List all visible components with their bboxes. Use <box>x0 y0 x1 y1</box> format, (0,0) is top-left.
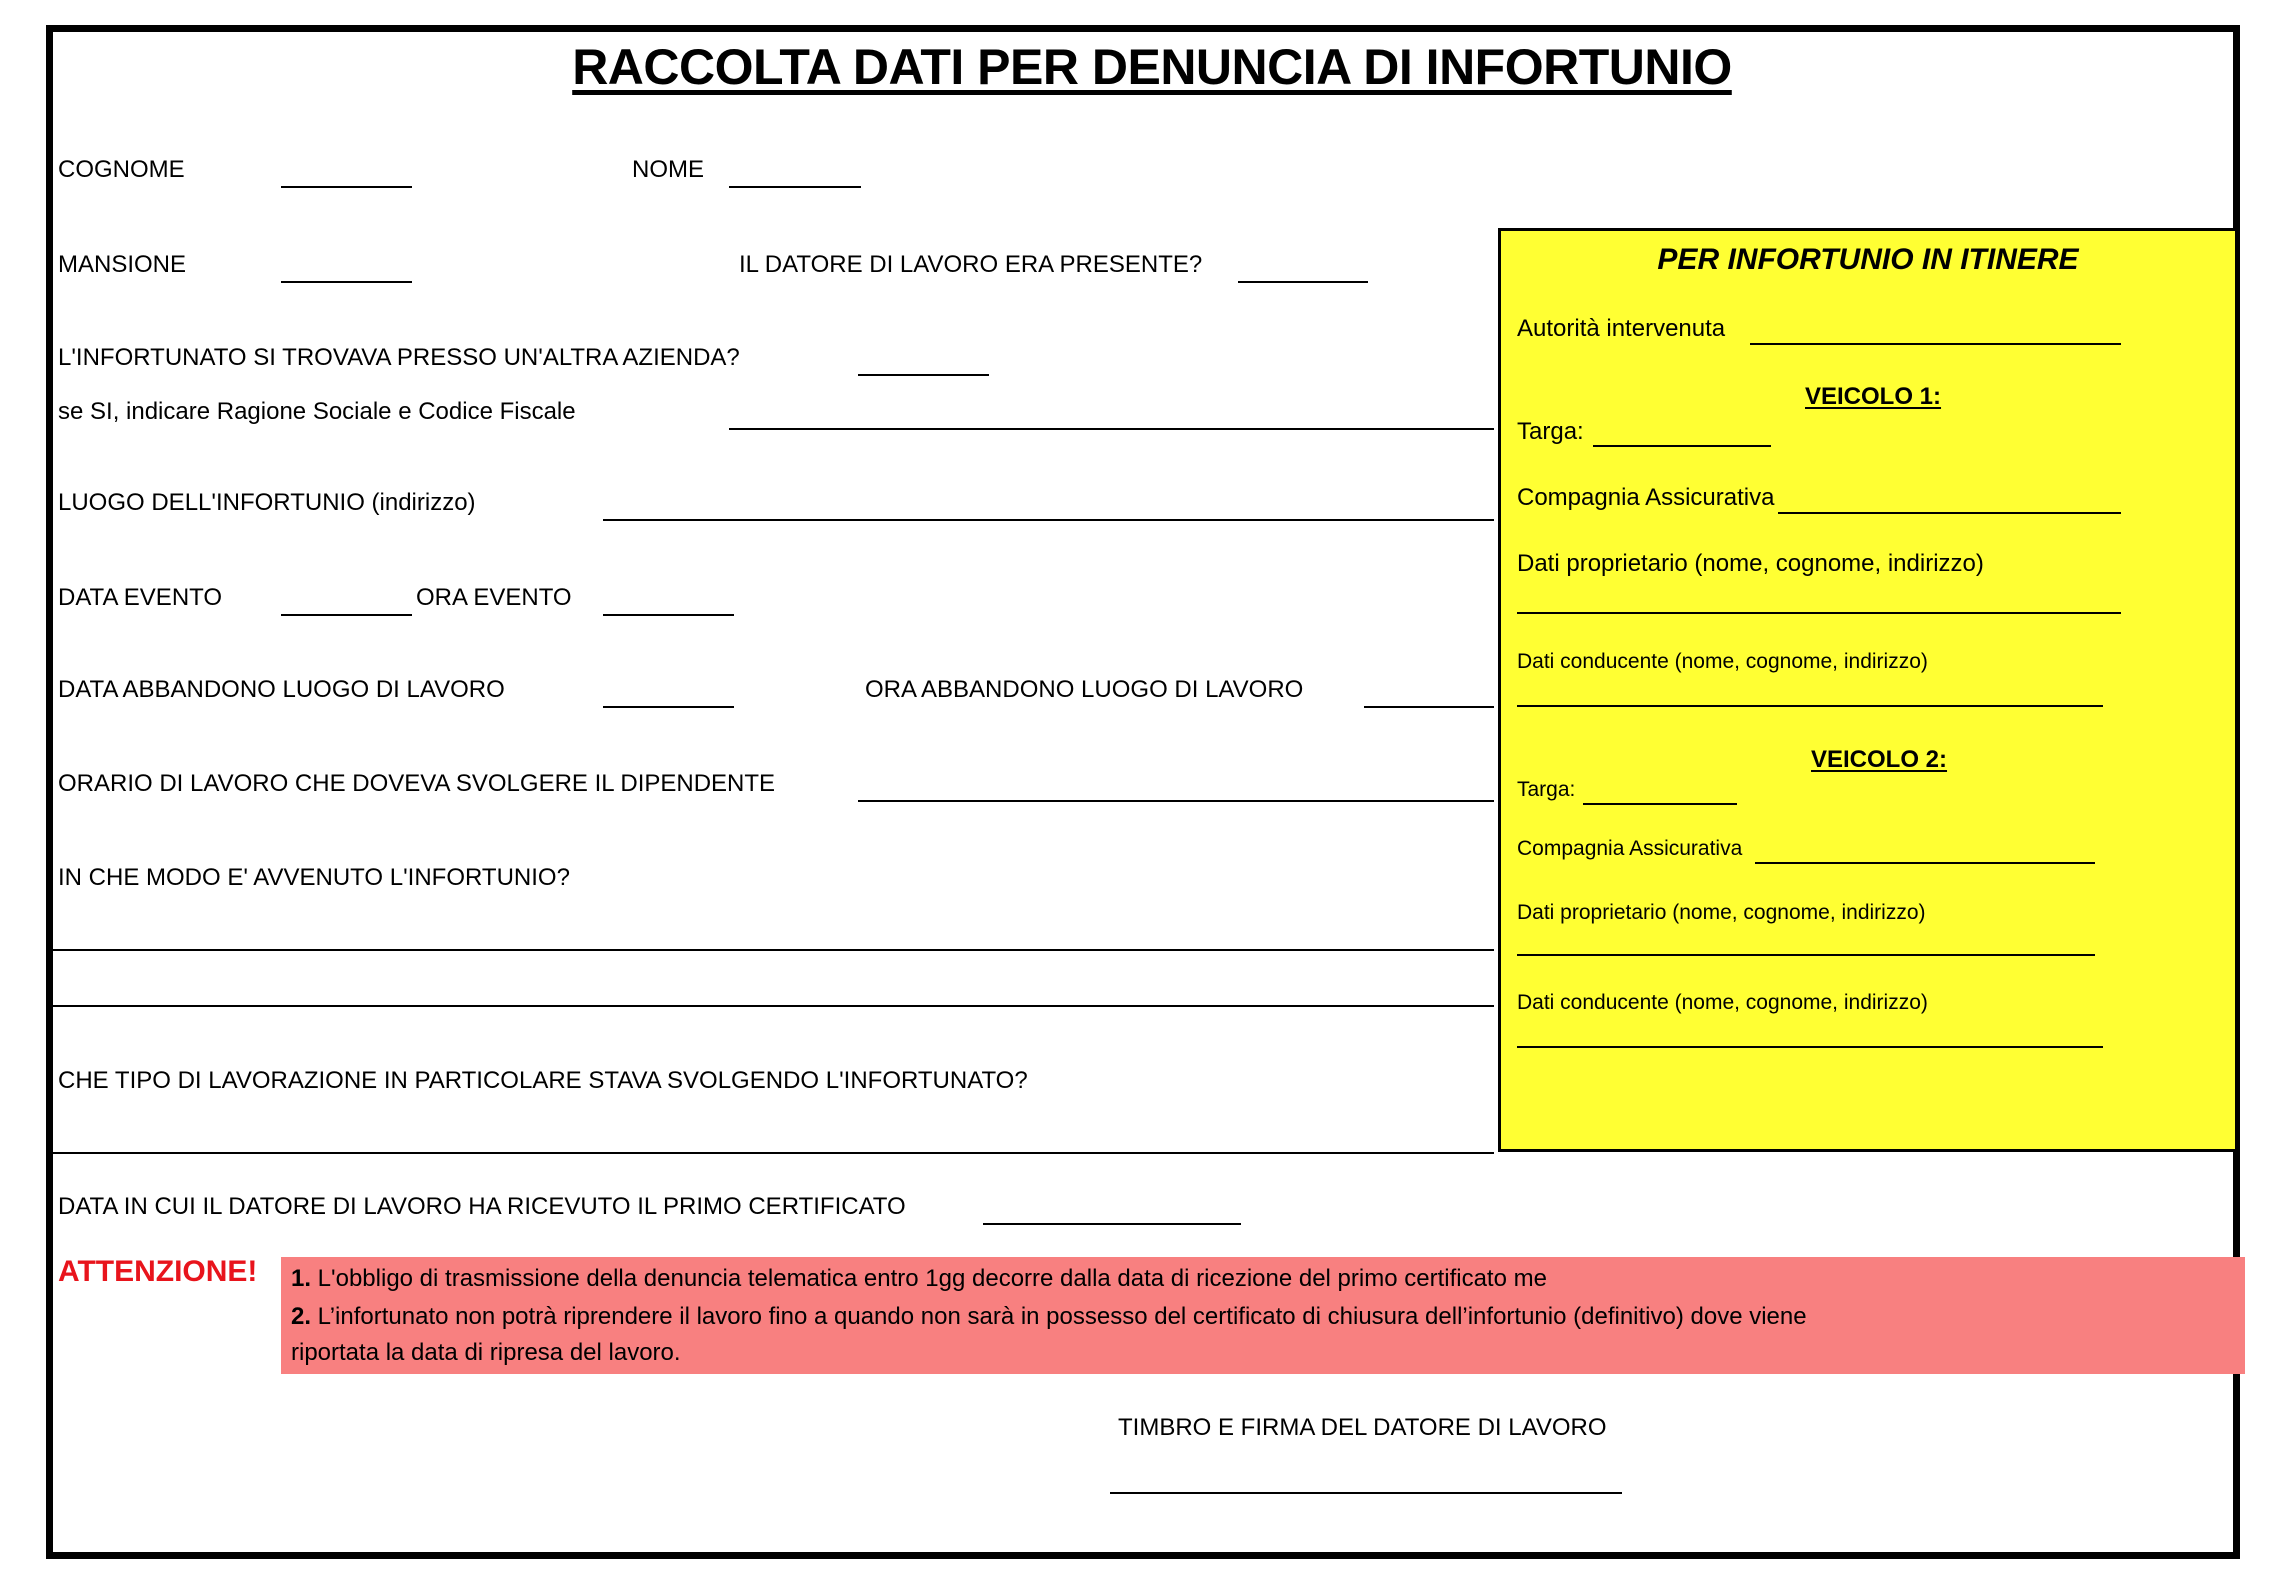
attenzione-label: ATTENZIONE! <box>58 1255 258 1288</box>
mansione-field[interactable] <box>281 281 412 283</box>
orario-lavoro-label: ORARIO DI LAVORO CHE DOVEVA SVOLGERE IL DIPENDENTE <box>58 770 776 797</box>
attenzione-text-2: L’infortunato non potrà riprendere il lavoro fino a quando non sarà in possesso del certificato di chiusura dell’infortunio (definitivo) dove viene <box>311 1303 1807 1330</box>
mansione-label: MANSIONE <box>58 251 187 278</box>
data-certificato-label: DATA IN CUI IL DATORE DI LAVORO HA RICEVUTO IL PRIMO CERTIFICATO <box>58 1193 906 1220</box>
ora-evento-label: ORA EVENTO <box>416 584 572 611</box>
attenzione-number-1: 1. <box>291 1265 312 1292</box>
modo-label: IN CHE MODO E' AVVENUTO L'INFORTUNIO? <box>58 864 570 891</box>
attenzione-box <box>281 1257 2245 1374</box>
modo-field-line-2[interactable] <box>53 1005 1494 1007</box>
modo-field-line-1[interactable] <box>53 949 1494 951</box>
ora-abbandono-label: ORA ABBANDONO LUOGO DI LAVORO <box>865 676 1304 703</box>
attenzione-text-1: L'obbligo di trasmissione della denuncia telematica entro 1gg decorre dalla data di ricezione del primo certificato me <box>311 1265 1547 1292</box>
v1-proprietario-label: Dati proprietario (nome, cognome, indirizzo) <box>1517 550 1984 577</box>
autorita-field[interactable] <box>1750 343 2121 345</box>
data-evento-field[interactable] <box>281 614 412 616</box>
data-certificato-field[interactable] <box>983 1223 1241 1225</box>
ragione-sociale-label: se SI, indicare Ragione Sociale e Codice Fiscale <box>58 398 576 425</box>
altra-azienda-label: L'INFORTUNATO SI TROVAVA PRESSO UN'ALTRA AZIENDA? <box>58 344 740 371</box>
v1-targa-field[interactable] <box>1593 445 1771 447</box>
data-abbandono-label: DATA ABBANDONO LUOGO DI LAVORO <box>58 676 505 703</box>
nome-label: NOME <box>632 156 704 183</box>
itinere-title: PER INFORTUNIO IN ITINERE <box>1657 243 2079 276</box>
v1-conducente-field[interactable] <box>1517 705 2103 707</box>
v1-compagnia-field[interactable] <box>1778 512 2121 514</box>
cognome-field[interactable] <box>281 186 412 188</box>
v2-conducente-label: Dati conducente (nome, cognome, indirizzo) <box>1517 991 1928 1014</box>
altra-azienda-field[interactable] <box>858 374 989 376</box>
v1-conducente-label: Dati conducente (nome, cognome, indirizzo) <box>1517 650 1928 673</box>
ragione-sociale-field[interactable] <box>729 428 1494 430</box>
v2-compagnia-field[interactable] <box>1755 862 2095 864</box>
luogo-label: LUOGO DELL'INFORTUNIO (indirizzo) <box>58 489 476 516</box>
tipo-lavorazione-field[interactable] <box>53 1152 1494 1154</box>
attenzione-line-2 <box>291 1303 1807 1331</box>
veicolo1-heading: VEICOLO 1: <box>1805 383 1942 410</box>
datore-presente-label: IL DATORE DI LAVORO ERA PRESENTE? <box>739 251 1203 278</box>
attenzione-line-1 <box>291 1265 1547 1293</box>
ora-evento-field[interactable] <box>603 614 734 616</box>
v2-proprietario-field[interactable] <box>1517 954 2095 956</box>
nome-field[interactable] <box>729 186 861 188</box>
tipo-lavorazione-label: CHE TIPO DI LAVORAZIONE IN PARTICOLARE STAVA SVOLGENDO L'INFORTUNATO? <box>58 1067 1028 1094</box>
datore-presente-field[interactable] <box>1238 281 1368 283</box>
data-evento-label: DATA EVENTO <box>58 584 223 611</box>
ora-abbandono-field[interactable] <box>1364 706 1494 708</box>
form-title: RACCOLTA DATI PER DENUNCIA DI INFORTUNIO <box>572 39 1732 95</box>
v2-targa-field[interactable] <box>1583 803 1737 805</box>
itinere-panel <box>1498 228 2238 1152</box>
orario-lavoro-field[interactable] <box>858 800 1494 802</box>
luogo-field[interactable] <box>603 519 1494 521</box>
attenzione-line-3: riportata la data di ripresa del lavoro. <box>291 1339 681 1366</box>
attenzione-number-2: 2. <box>291 1303 312 1330</box>
autorita-label: Autorità intervenuta <box>1517 315 1726 342</box>
firma-field[interactable] <box>1110 1492 1622 1494</box>
v1-compagnia-label: Compagnia Assicurativa <box>1517 484 1775 511</box>
v2-conducente-field[interactable] <box>1517 1046 2103 1048</box>
firma-label: TIMBRO E FIRMA DEL DATORE DI LAVORO <box>1118 1414 1607 1441</box>
v2-proprietario-label: Dati proprietario (nome, cognome, indirizzo) <box>1517 901 1926 924</box>
data-abbandono-field[interactable] <box>603 706 734 708</box>
v1-proprietario-field[interactable] <box>1517 612 2121 614</box>
v1-targa-label: Targa: <box>1517 418 1584 445</box>
v2-targa-label: Targa: <box>1517 778 1576 801</box>
veicolo2-heading: VEICOLO 2: <box>1811 746 1948 773</box>
cognome-label: COGNOME <box>58 156 185 183</box>
v2-compagnia-label: Compagnia Assicurativa <box>1517 837 1743 860</box>
